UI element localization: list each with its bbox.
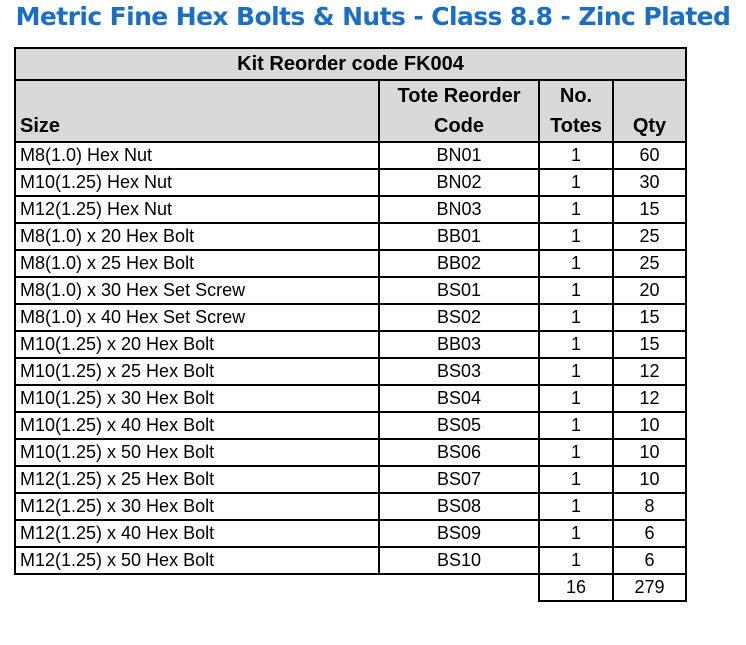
total-totes: 16 (539, 574, 613, 601)
tote-code-cell: BN03 (379, 196, 539, 223)
tote-code-header-line2: Code (434, 115, 484, 137)
qty-header: Qty (613, 80, 686, 142)
qty-cell: 10 (613, 439, 686, 466)
total-qty: 279 (613, 574, 686, 601)
qty-cell: 12 (613, 358, 686, 385)
no-totes-cell: 1 (539, 304, 613, 331)
tote-code-cell: BB03 (379, 331, 539, 358)
tote-code-cell: BB02 (379, 250, 539, 277)
size-cell: M12(1.25) x 40 Hex Bolt (15, 520, 379, 547)
size-cell: M10(1.25) x 50 Hex Bolt (15, 439, 379, 466)
table-row (15, 331, 686, 358)
totals-blank (379, 574, 539, 601)
tote-code-cell: BS10 (379, 547, 539, 574)
tote-code-cell: BS06 (379, 439, 539, 466)
no-totes-cell: 1 (539, 385, 613, 412)
tote-code-header (379, 80, 539, 142)
table-row (15, 169, 686, 196)
no-totes-header-line2: Totes (550, 115, 602, 137)
tote-code-cell: BS01 (379, 277, 539, 304)
kit-reorder-label: Kit Reorder code FK004 (15, 48, 686, 80)
qty-cell: 25 (613, 250, 686, 277)
qty-cell: 15 (613, 196, 686, 223)
size-cell: M12(1.25) Hex Nut (15, 196, 379, 223)
size-cell: M12(1.25) x 25 Hex Bolt (15, 466, 379, 493)
table-row (15, 358, 686, 385)
size-cell: M8(1.0) x 40 Hex Set Screw (15, 304, 379, 331)
table-row (15, 304, 686, 331)
qty-cell: 10 (613, 412, 686, 439)
tote-code-cell: BS09 (379, 520, 539, 547)
no-totes-cell: 1 (539, 196, 613, 223)
size-cell: M8(1.0) x 25 Hex Bolt (15, 250, 379, 277)
table-row (15, 412, 686, 439)
table-row (15, 466, 686, 493)
no-totes-cell: 1 (539, 277, 613, 304)
no-totes-cell: 1 (539, 142, 613, 169)
table-row (15, 142, 686, 169)
tote-code-cell: BS04 (379, 385, 539, 412)
qty-cell: 8 (613, 493, 686, 520)
size-header: Size (15, 80, 379, 142)
size-cell: M8(1.0) x 20 Hex Bolt (15, 223, 379, 250)
qty-cell: 10 (613, 466, 686, 493)
tote-code-cell: BN01 (379, 142, 539, 169)
size-cell: M12(1.25) x 50 Hex Bolt (15, 547, 379, 574)
parts-table-body (15, 48, 686, 601)
qty-cell: 12 (613, 385, 686, 412)
no-totes-cell: 1 (539, 250, 613, 277)
totals-blank (15, 574, 379, 601)
no-totes-cell: 1 (539, 466, 613, 493)
table-row (15, 223, 686, 250)
table-row (15, 250, 686, 277)
no-totes-header-line1: No. (559, 85, 593, 107)
tote-code-cell: BS07 (379, 466, 539, 493)
table-row (15, 547, 686, 574)
size-cell: M10(1.25) x 30 Hex Bolt (15, 385, 379, 412)
no-totes-cell: 1 (539, 223, 613, 250)
size-cell: M12(1.25) x 30 Hex Bolt (15, 493, 379, 520)
tote-code-cell: BS05 (379, 412, 539, 439)
qty-cell: 15 (613, 304, 686, 331)
table-row (15, 277, 686, 304)
qty-cell: 60 (613, 142, 686, 169)
tote-code-cell: BS08 (379, 493, 539, 520)
tote-code-cell: BB01 (379, 223, 539, 250)
no-totes-cell: 1 (539, 520, 613, 547)
table-row (15, 520, 686, 547)
table-row (15, 493, 686, 520)
parts-table (14, 47, 687, 602)
qty-cell: 6 (613, 547, 686, 574)
size-cell: M8(1.0) Hex Nut (15, 142, 379, 169)
tote-code-cell: BS02 (379, 304, 539, 331)
qty-cell: 15 (613, 331, 686, 358)
table-row (15, 439, 686, 466)
table-row (15, 196, 686, 223)
no-totes-cell: 1 (539, 439, 613, 466)
qty-cell: 30 (613, 169, 686, 196)
no-totes-cell: 1 (539, 493, 613, 520)
kit-row (15, 48, 686, 80)
size-cell: M10(1.25) x 25 Hex Bolt (15, 358, 379, 385)
tote-code-header-line1: Tote Reorder (397, 85, 521, 107)
size-cell: M10(1.25) x 20 Hex Bolt (15, 331, 379, 358)
qty-cell: 6 (613, 520, 686, 547)
no-totes-cell: 1 (539, 358, 613, 385)
table-row (15, 385, 686, 412)
no-totes-cell: 1 (539, 169, 613, 196)
tote-code-cell: BS03 (379, 358, 539, 385)
page-title: Metric Fine Hex Bolts & Nuts - Class 8.8 - Zinc Plated (15, 2, 731, 31)
no-totes-cell: 1 (539, 547, 613, 574)
size-cell: M8(1.0) x 30 Hex Set Screw (15, 277, 379, 304)
size-cell: M10(1.25) Hex Nut (15, 169, 379, 196)
no-totes-cell: 1 (539, 412, 613, 439)
qty-cell: 20 (613, 277, 686, 304)
no-totes-header (539, 80, 613, 142)
totals-row (15, 574, 686, 601)
header-row (15, 80, 686, 142)
no-totes-cell: 1 (539, 331, 613, 358)
qty-cell: 25 (613, 223, 686, 250)
size-cell: M10(1.25) x 40 Hex Bolt (15, 412, 379, 439)
tote-code-cell: BN02 (379, 169, 539, 196)
